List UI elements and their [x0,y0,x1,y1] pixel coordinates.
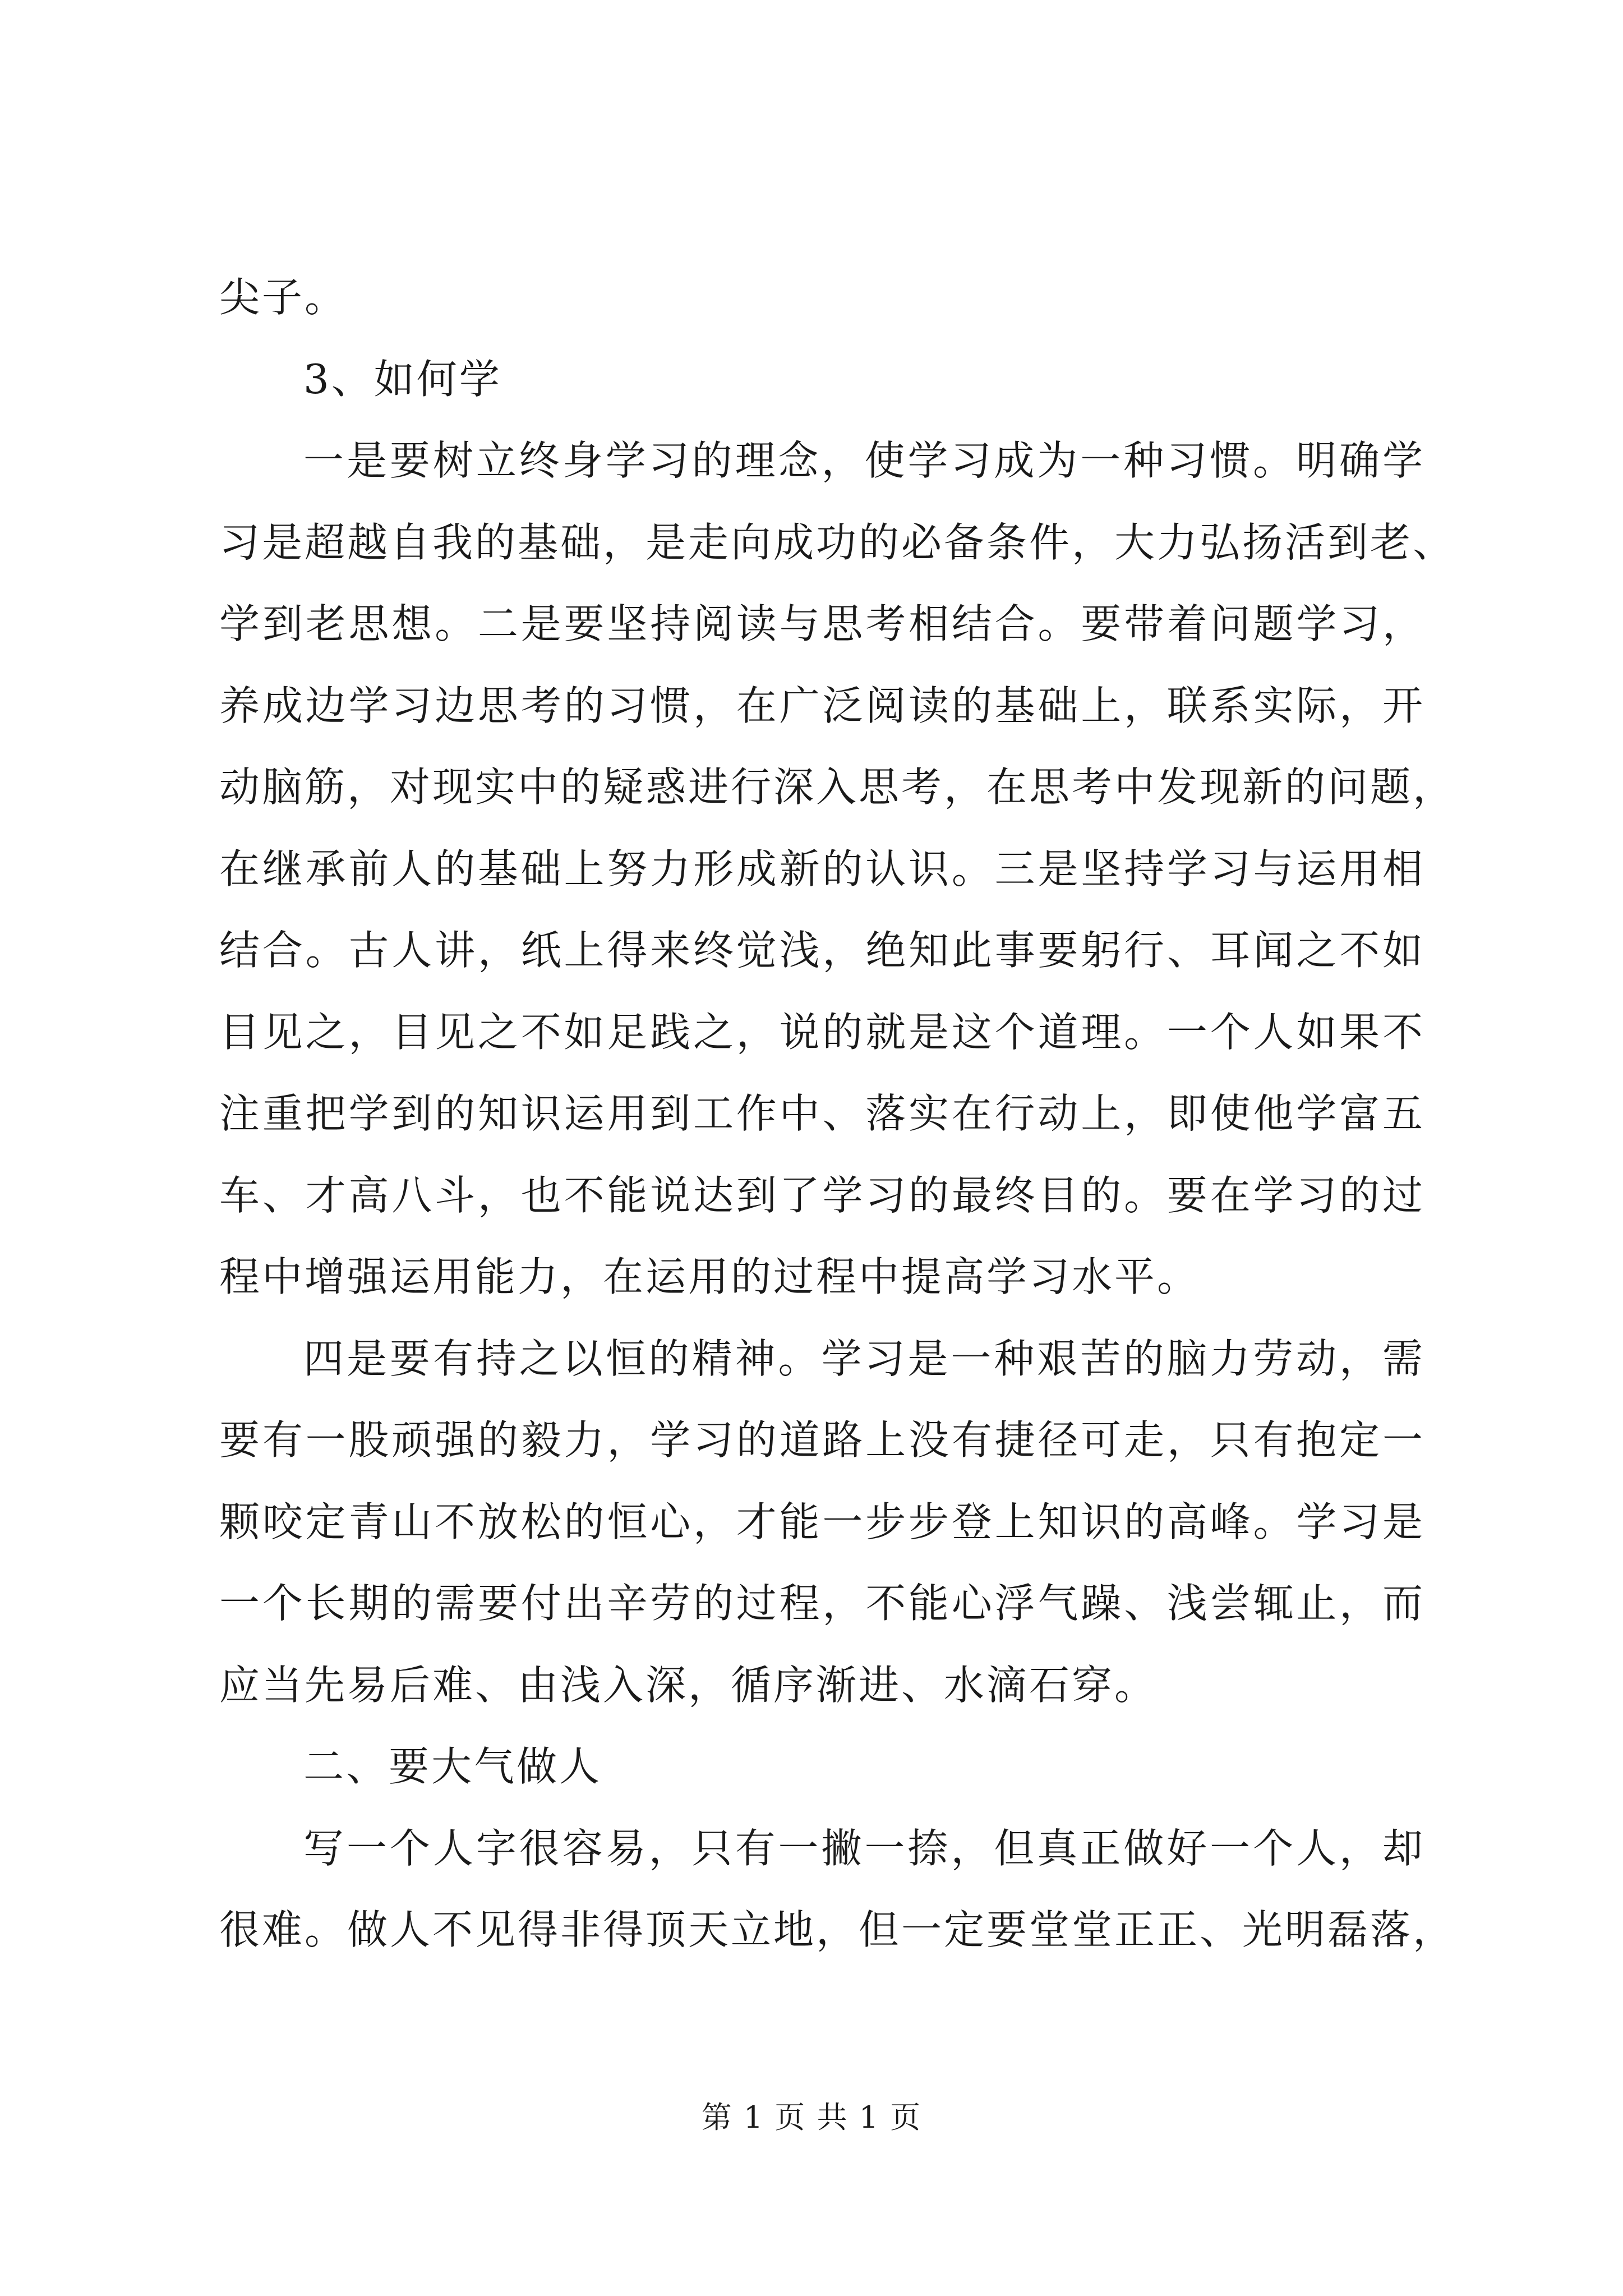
text-line: 学到老思想。二是要坚持阅读与思考相结合。要带着问题学习， [219,600,1425,647]
text-line: 目见之，目见之不如足践之，说的就是这个道理。一个人如果不 [219,1008,1425,1056]
text-line: 颗咬定青山不放松的恒心，才能一步步登上知识的高峰。学习是 [219,1498,1425,1545]
text-line: 结合。古人讲，纸上得来终觉浅，绝知此事要躬行、耳闻之不如 [219,927,1425,974]
page-number-label: 第 1 页 共 1 页 [701,2100,922,2135]
text-line: 一个长期的需要付出辛劳的过程，不能心浮气躁、浅尝辄止，而 [219,1580,1425,1627]
section-heading: 二、要大气做人 [303,1743,602,1790]
text-line: 注重把学到的知识运用到工作中、落实在行动上，即使他学富五 [219,1090,1425,1137]
section-heading: 3、如何学 [303,355,502,403]
text-line: 在继承前人的基础上努力形成新的认识。三是坚持学习与运用相 [219,845,1425,892]
page-footer [0,2098,1623,2137]
text-line: 尖子。 [219,274,348,321]
text-line: 写一个人字很容易，只有一撇一捺，但真正做好一个人，却 [303,1824,1425,1872]
text-line: 很难。做人不见得非得顶天立地，但一定要堂堂正正、光明磊落， [219,1906,1456,1953]
body-text [219,257,1456,1971]
text-line: 车、才高八斗，也不能说达到了学习的最终目的。要在学习的过 [219,1171,1425,1219]
text-line: 一是要树立终身学习的理念，使学习成为一种习惯。明确学 [303,437,1425,484]
text-line: 程中增强运用能力，在运用的过程中提高学习水平。 [219,1253,1200,1300]
text-line: 四是要有持之以恒的精神。学习是一种艰苦的脑力劳动，需 [303,1335,1425,1382]
text-line: 动脑筋，对现实中的疑惑进行深入思考，在思考中发现新的问题， [219,763,1456,811]
text-line: 习是超越自我的基础，是走向成功的必备条件，大力弘扬活到老、 [219,518,1456,566]
text-line: 养成边学习边思考的习惯，在广泛阅读的基础上，联系实际，开 [219,682,1425,729]
text-line: 应当先易后难、由浅入深，循序渐进、水滴石穿。 [219,1661,1158,1709]
text-line: 要有一股顽强的毅力，学习的道路上没有捷径可走，只有抱定一 [219,1416,1425,1464]
